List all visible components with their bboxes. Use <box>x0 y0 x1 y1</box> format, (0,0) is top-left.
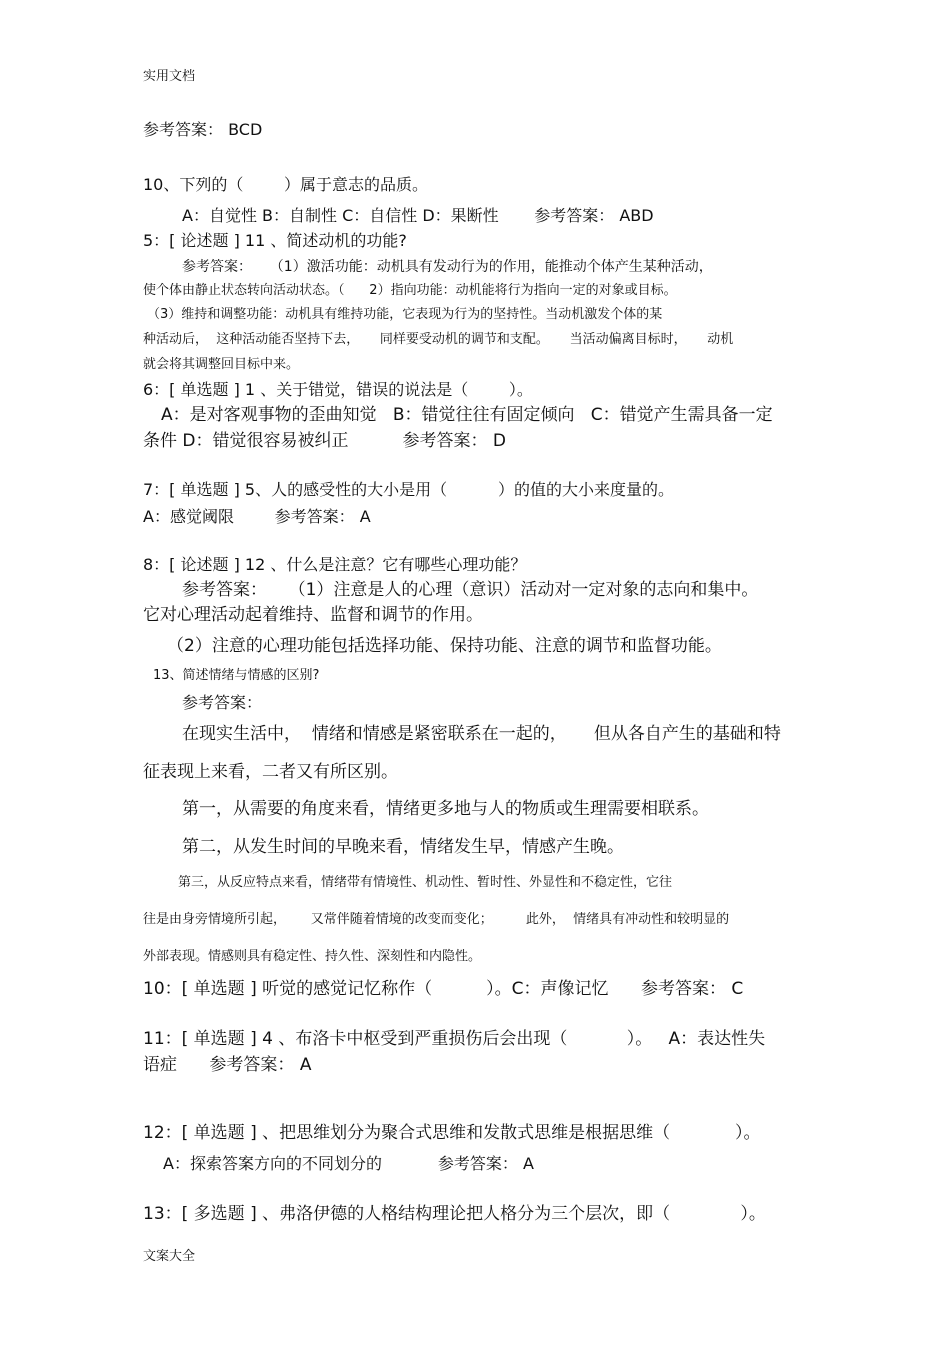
answer-text-line: （2）注意的心理功能包括选择功能、保持功能、注意的调节和监督功能。 <box>167 636 722 656</box>
answer-text-line: 征表现上来看，二者又有所区别。 <box>143 762 398 782</box>
question-11: 11：[ 单选题 ] 4 、布洛卡中枢受到严重损伤后会出现（ ）。 A：表达性失 <box>143 1029 766 1049</box>
answer-line: 参考答案： （1）注意是人的心理（意识）活动对一定对象的志向和集中。 <box>182 580 759 600</box>
options-line: A：自觉性 B：自制性 C：自信性 D：果断性 参考答案： ABD <box>182 206 654 225</box>
answer-text-line: 就会将其调整回目标中来。 <box>143 357 300 372</box>
options-line: A：是对客观事物的歪曲知觉 B：错觉往往有固定倾向 C：错觉产生需具备一定 <box>161 405 773 425</box>
answer-text-line: 第三，从反应特点来看，情绪带有情境性、机动性、暂时性、外显性和不稳定性，它往 <box>178 875 673 890</box>
answer-text-line: 往是由身旁情境所引起， 又常伴随着情境的改变而变化； 此外， 情绪具有冲动性和较明显的 <box>143 912 730 927</box>
options-line: A：感觉阈限 参考答案： A <box>143 507 371 526</box>
page-footer: 文案大全 <box>143 1249 196 1264</box>
answer-text-line: 它对心理活动起着维持、监督和调节的作用。 <box>143 605 483 625</box>
options-line: A：探索答案方向的不同划分的 参考答案： A <box>163 1154 534 1173</box>
question-10: 10、下列的（ ）属于意志的品质。 <box>143 175 429 194</box>
question-13b: 13：[ 多选题 ] 、弗洛伊德的人格结构理论把人格分为三个层次，即（ ）。 <box>143 1204 766 1224</box>
question-7: 7：[ 单选题 ] 5、人的感受性的大小是用（ ）的值的大小来度量的。 <box>143 480 674 499</box>
question-5: 5：[ 论述题 ] 11 、简述动机的功能? <box>143 231 407 250</box>
options-line: 条件 D：错觉很容易被纠正 参考答案： D <box>143 431 507 451</box>
answer-text-line: 外部表现。情感则具有稳定性、持久性、深刻性和内隐性。 <box>143 949 482 964</box>
answer-text-line: 种活动后， 这种活动能否坚持下去， 同样要受动机的调节和支配。 当活动偏离目标时， 动机 <box>143 332 734 347</box>
question-12: 12：[ 单选题 ] 、把思维划分为聚合式思维和发散式思维是根据思维（ ）。 <box>143 1123 761 1143</box>
question-13: 13、简述情绪与情感的区别? <box>153 668 320 683</box>
answer-line: 参考答案： BCD <box>143 120 263 139</box>
answer-line: 参考答案： （1）激活功能：动机具有发动行为的作用，能推动个体产生某种活动， <box>182 259 713 275</box>
options-line: 语症 参考答案： A <box>143 1055 312 1075</box>
answer-line: 参考答案： <box>182 693 263 712</box>
answer-text-line: 第二，从发生时间的早晚来看，情绪发生早，情感产生晚。 <box>182 837 624 857</box>
question-8: 8：[ 论述题 ] 12 、什么是注意？它有哪些心理功能？ <box>143 555 527 574</box>
question-10b: 10：[ 单选题 ] 听觉的感觉记忆称作（ ）。C：声像记忆 参考答案： C <box>143 979 744 999</box>
answer-text-line: （3）维持和调整功能：动机具有维持功能，它表现为行为的坚持性。当动机激发个体的某 <box>147 307 663 322</box>
answer-text-line: 在现实生活中， 情绪和情感是紧密联系在一起的， 但从各自产生的基础和特 <box>182 724 781 744</box>
question-6: 6：[ 单选题 ] 1 、关于错觉，错误的说法是（ ）。 <box>143 380 533 399</box>
page-header: 实用文档 <box>143 69 196 84</box>
answer-text-line: 使个体由静止状态转向活动状态。（ 2）指向功能：动机能将行为指向一定的对象或目标。 <box>143 283 677 298</box>
answer-text-line: 第一，从需要的角度来看，情绪更多地与人的物质或生理需要相联系。 <box>182 799 709 819</box>
